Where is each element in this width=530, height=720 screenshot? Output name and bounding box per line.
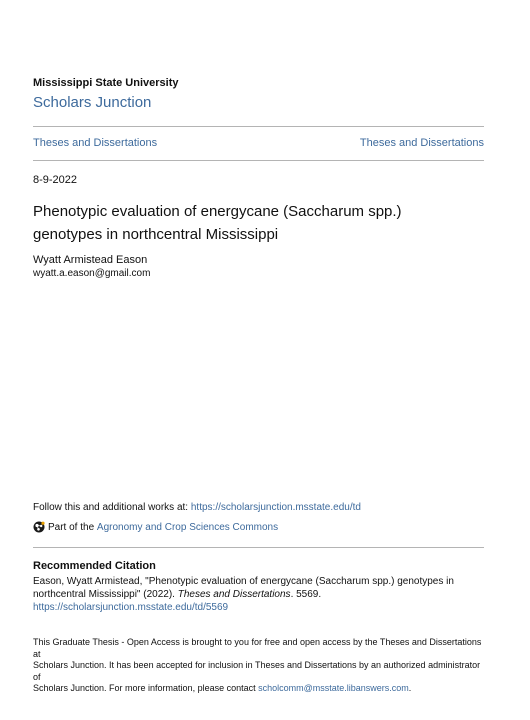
commons-link[interactable]: Agronomy and Crop Sciences Commons	[96, 521, 279, 533]
follow-line	[33, 502, 361, 513]
publication-date: 8-9-2022	[33, 174, 78, 186]
divider-bottom	[33, 547, 484, 548]
university-name: Mississippi State University	[33, 77, 179, 89]
network-commons-icon	[33, 521, 45, 533]
collection-link-left[interactable]: Theses and Dissertations	[33, 137, 158, 149]
author-name: Wyatt Armistead Eason	[33, 254, 148, 266]
author-email: wyatt.a.eason@gmail.com	[33, 268, 151, 279]
citation-line-2	[33, 588, 483, 601]
footer-line-3	[33, 683, 483, 695]
citation-heading: Recommended Citation	[33, 560, 156, 572]
footer-line-1: This Graduate Thesis - Open Access is brought to you for free and open access by the Theses and Dissertations at	[33, 637, 482, 659]
divider-top	[33, 126, 484, 127]
divider-middle	[33, 160, 484, 161]
title-line-1: Phenotypic evaluation of energycane (Saccharum spp.)	[33, 203, 402, 220]
footer-line-2: Scholars Junction. It has been accepted for inclusion in Theses and Dissertations by an authorized administrator of	[33, 660, 481, 682]
citation-line-1: Eason, Wyatt Armistead, "Phenotypic evaluation of energycane (Saccharum spp.) genotypes in	[33, 576, 454, 587]
collection-link-right[interactable]: Theses and Dissertations	[359, 137, 484, 149]
contact-email-link[interactable]: scholcomm@msstate.libanswers.com	[258, 683, 409, 693]
document-title	[33, 200, 473, 246]
access-statement	[33, 637, 483, 695]
citation-line-2-text: northcentral Mississippi" (2022).	[33, 589, 178, 600]
title-line-2: genotypes in northcentral Mississippi	[33, 226, 279, 243]
citation-body	[33, 575, 483, 614]
part-of-prefix: Part of the	[48, 521, 95, 533]
citation-series: Theses and Dissertations	[177, 589, 291, 600]
footer-line-3-end: .	[408, 683, 412, 693]
follow-url-link[interactable]: https://scholarsjunction.msstate.edu/td	[190, 502, 361, 513]
footer-line-3-text: Scholars Junction. For more information, please contact	[33, 683, 259, 693]
site-name-link[interactable]: Scholars Junction	[33, 94, 152, 111]
follow-prefix: Follow this and additional works at:	[33, 502, 191, 513]
citation-line-2-end: . 5569.	[290, 589, 322, 600]
citation-url-link[interactable]: https://scholarsjunction.msstate.edu/td/5569	[33, 602, 229, 613]
part-of-line	[33, 521, 278, 533]
